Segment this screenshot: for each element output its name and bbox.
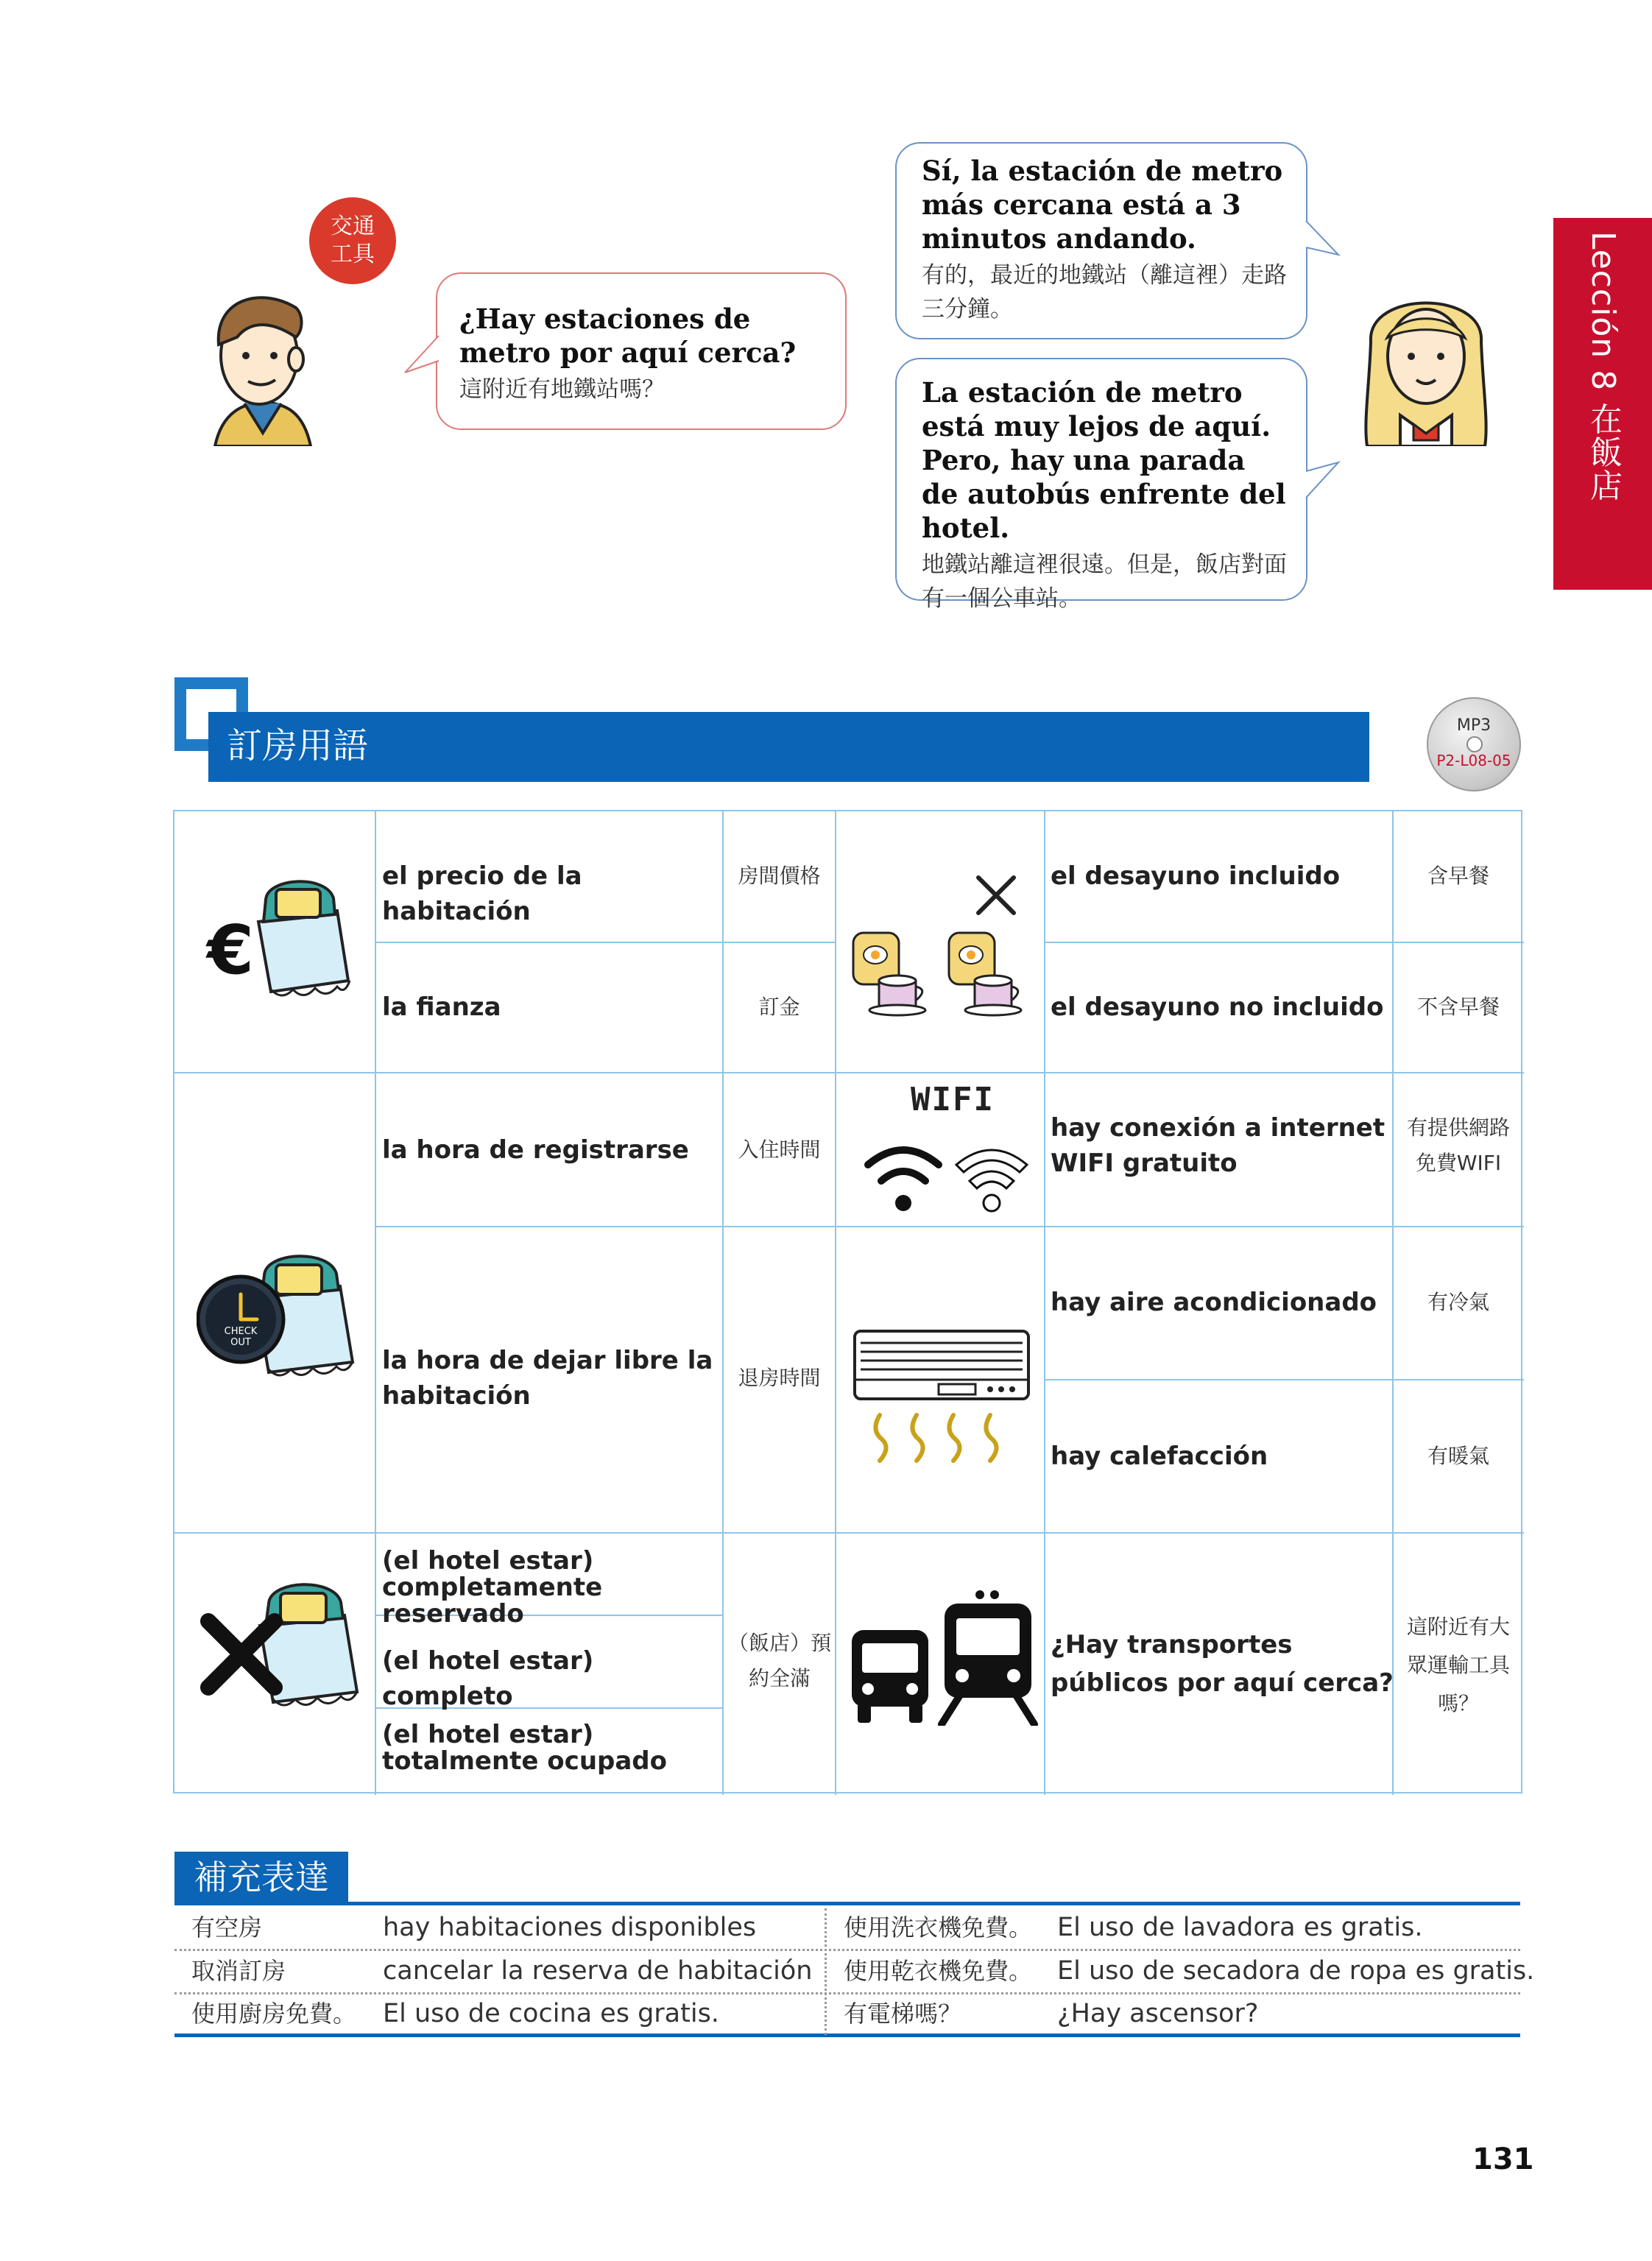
clock-bed-icon [197,1246,366,1386]
question-spanish: ¿Hay estaciones de metro por aquí cerca? [459,303,797,369]
bus-icon [852,1630,928,1723]
vocab-right-1-es: el desayuno incluido [1051,861,1341,891]
vocab-left-5-zh: （飯店）預約全滿 [728,1631,832,1690]
badge-line-2: 工具 [331,241,375,267]
question-chinese: 這附近有地鐵站嗎？ [459,376,665,403]
vocab-left-3-es: la hora de registrarse [382,1135,689,1165]
supplement-r1-es2: El uso de lavadora es gratis. [1057,1913,1423,1942]
breakfast-icon [846,870,1045,1017]
vocab-right-5-zh: 有暖氣 [1427,1444,1489,1468]
vocab-left-3-zh: 入住時間 [738,1137,821,1162]
supplement-row-divider-1 [174,1949,1520,1951]
supplement-r1-es1: hay habitaciones disponibles [383,1913,757,1942]
vocab-right-3-es: hay conexión a internet WIFI gratuito [1051,1113,1386,1178]
wifi-label: WIFI [911,1081,995,1118]
vocab-right-4-es: hay aire acondicionado [1051,1288,1377,1317]
supplement-r3-zh2: 有電梯嗎？ [844,2000,962,2028]
supplement-r2-es2: El uso de secadora de ropa es gratis. [1057,1956,1535,1986]
breakfast-set-left-icon [853,933,925,1015]
supplement-r2-zh1: 取消訂房 [191,1957,286,1985]
cross-bed-icon [194,1577,363,1724]
vocab-left-7-es: (el hotel estar) totalmente ocupado [382,1720,667,1776]
public-transport-icon [849,1586,1040,1726]
vocab-left-2-zh: 訂金 [758,995,800,1019]
question-bubble [436,272,847,430]
supplement-top-rule [174,1902,1520,1905]
vocab-right-6-es: ¿Hay transportes públicos por aquí cerca? [1051,1630,1394,1698]
mp3-track-code: P2-L08-05 [1436,752,1511,769]
answer-bubble-2 [895,358,1307,612]
man-character-icon [193,286,333,446]
vocab-right-4-zh: 有冷氣 [1427,1290,1489,1314]
page-number: 131 [1472,2142,1534,2176]
topic-badge [309,197,396,284]
clock-text-2: OUT [230,1337,251,1348]
vocab-left-1-zh: 房間價格 [738,864,821,888]
section-title-bar [208,712,1369,782]
mp3-label: MP3 [1456,716,1492,735]
mp3-disc-hole [1466,736,1483,752]
vocab-left-6-es: (el hotel estar) completo [382,1646,594,1711]
vocab-left-4-zh: 退房時間 [738,1366,821,1390]
section-title: 訂房用語 [227,725,369,766]
supplement-r3-es2: ¿Hay ascensor? [1057,1999,1259,2028]
supplement-title: 補充表達 [174,1852,348,1903]
vocab-right-6-zh: 這附近有大眾運輸工具嗎？ [1406,1615,1510,1715]
supplement-column-divider [825,1908,827,2035]
mp3-disc-icon[interactable] [1427,697,1521,791]
answer1-chinese: 有的，最近的地鐵站（離這裡）走路三分鐘。 [922,262,1287,322]
train-icon [942,1590,1034,1724]
supplement-r3-zh1: 使用廚房免費。 [191,2000,357,2028]
vocab-table [173,810,1522,1793]
vocab-right-2-zh: 不含早餐 [1416,995,1500,1019]
vocab-right-3-zh: 有提供網路免費WIFI [1406,1115,1510,1175]
answer-bubble-1 [895,142,1307,339]
answer2-chinese: 地鐵站離這裡很遠。但是，飯店對面有一個公車站。 [922,551,1287,612]
answer2-spanish: La estación de metro está muy lejos de aquí. Pero, hay una parada de autobús enfrente del hotel. [922,376,1286,544]
lesson-tab-label: Lección 8 在飯店 [1584,231,1622,502]
supplement-r3-es1: El uso de cocina es gratis. [383,1999,719,2028]
vocab-left-5-es: (el hotel estar) completamente reservado [382,1546,603,1629]
answer1-bubble-tail [1305,218,1341,262]
vocab-left-4-es: la hora de dejar libre la habitación [382,1346,713,1411]
euro-symbol: € [207,911,255,990]
vocab-right-2-es: el desayuno no incluido [1051,992,1384,1022]
vocab-left-2-es: la fianza [382,992,501,1022]
supplement-r1-zh2: 使用洗衣機免費。 [844,1913,1033,1941]
question-bubble-tail [403,331,440,383]
vocab-right-1-zh: 含早餐 [1427,864,1489,888]
supplement-r2-es1: cancelar la reserva de habitación [383,1956,813,1986]
supplement-bottom-rule [174,2034,1520,2037]
euro-bed-icon [201,870,356,1003]
lesson-side-tab [1553,218,1652,590]
air-conditioner-icon [850,1327,1034,1474]
vocab-left-1-es: el precio de la habitación [382,861,582,926]
supplement-r1-zh1: 有空房 [191,1913,263,1941]
supplement-r2-zh2: 使用乾衣機免費。 [844,1957,1033,1985]
woman-character-icon [1356,283,1496,446]
badge-line-1: 交通 [331,214,375,239]
vocab-right-5-es: hay calefacción [1051,1442,1268,1471]
clock-text-1: CHECK [224,1326,258,1337]
supplement-row-divider-2 [174,1992,1520,1994]
breakfast-set-right-icon [949,933,1021,1015]
answer2-bubble-tail [1305,456,1341,501]
answer1-spanish: Sí, la estación de metro más cercana está a 3 minutos andando. [922,155,1283,255]
wifi-icon [859,1135,1036,1216]
